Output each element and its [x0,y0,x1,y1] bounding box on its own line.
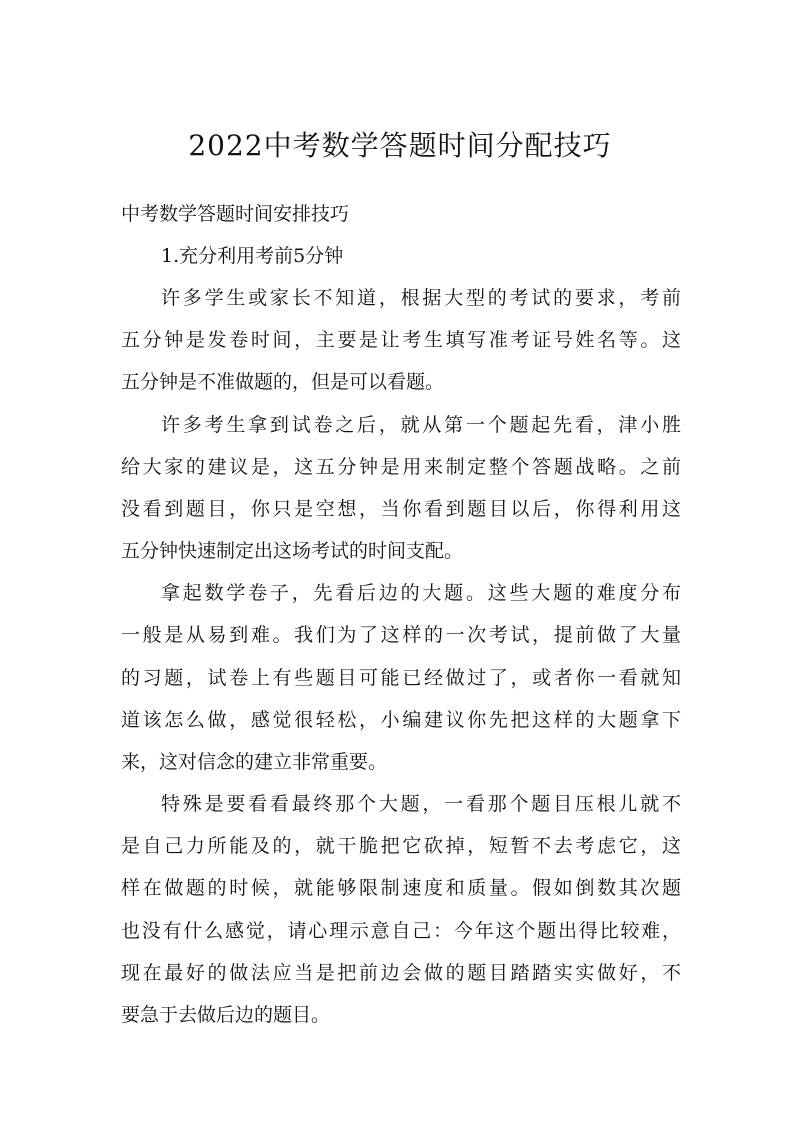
paragraph-line: 样在做题的时候，就能够限制速度和质量。假如倒数其次题 [121,877,681,899]
paragraph-line: 许多学生或家长不知道，根据大型的考试的要求，考前 [161,287,681,309]
paragraph-line: 五分钟是不准做题的，但是可以看题。 [121,371,445,393]
item-heading: 1.充分利用考前5分钟 [161,245,344,267]
paragraph-line: 是自己力所能及的，就干脆把它砍掉，短暂不去考虑它，这 [121,835,681,857]
paragraph-line: 现在最好的做法应当是把前边会做的题目踏踏实实做好，不 [121,962,681,984]
section-heading: 中考数学答题时间安排技巧 [121,203,350,225]
paragraph-line: 给大家的建议是，这五分钟是用来制定整个答题战略。之前 [121,456,681,478]
paragraph-line: 没看到题目，你只是空想，当你看到题目以后，你得利用这 [121,498,681,520]
paragraph-line: 五分钟快速制定出这场考试的时间支配。 [121,540,464,562]
paragraph-line: 拿起数学卷子，先看后边的大题。这些大题的难度分布 [161,582,681,604]
paragraph-line: 来，这对信念的建立非常重要。 [121,751,388,773]
paragraph-line: 的习题，试卷上有些题目可能已经做过了，或者你一看就知 [121,667,681,689]
paragraph-line: 道该怎么做，感觉很轻松，小编建议你先把这样的大题拿下 [121,709,681,731]
paragraph-line: 一般是从易到难。我们为了这样的一次考试，提前做了大量 [121,624,681,646]
paragraph-line: 要急于去做后边的题目。 [121,1004,331,1026]
document-title: 2022中考数学答题时间分配技巧 [188,129,612,162]
paragraph-line: 特殊是要看看最终那个大题，一看那个题目压根儿就不 [161,793,681,815]
paragraph-line: 也没有什么感觉，请心理示意自己：今年这个题出得比较难， [121,920,681,942]
paragraph-line: 许多考生拿到试卷之后，就从第一个题起先看，津小胜 [161,414,681,436]
paragraph-line: 五分钟是发卷时间，主要是让考生填写准考证号姓名等。这 [121,329,681,351]
